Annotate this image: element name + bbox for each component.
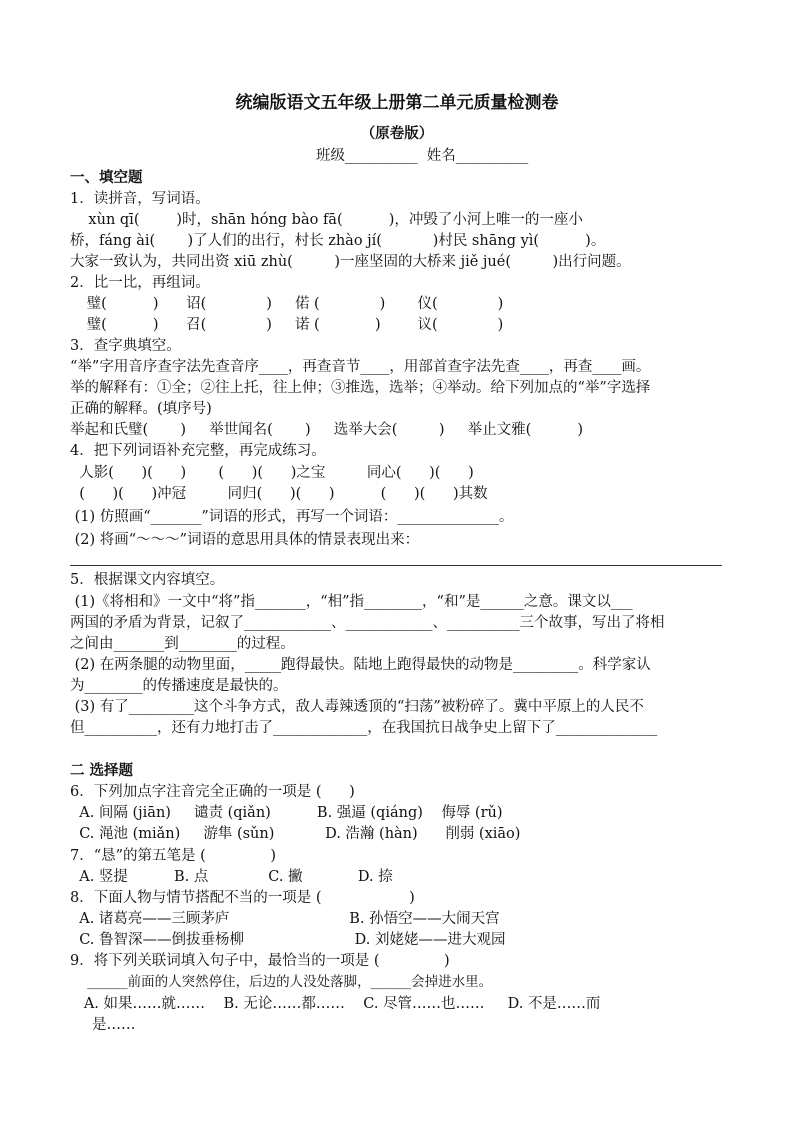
q4-row2: ( )( )冲冠 同归( )( ) ( )( )其数 <box>70 486 488 502</box>
q9-sentence: ______前面的人突然停住，后边的人没处落脚，______会掉进水里。 <box>70 974 493 990</box>
q4-sub1: (1) 仿照画“_______”词语的形式，再写一个词语：______________。 <box>70 509 514 525</box>
q5-line1: (1)《将相和》一文中“将”指_______，“相”指________，“和”是______之意。课文以___ <box>70 594 633 610</box>
q8-stem: 8．下面人物与情节搭配不当的一项是 ( ) <box>70 890 415 906</box>
q2-row1: 璧( ) 诏( ) 偌 ( ) 仪( ) <box>82 296 504 312</box>
q9-options: A. 如果……就…… B. 无论……都…… C. 尽管……也…… D. 不是……而 <box>70 996 601 1012</box>
q8-options-ab: A. 诸葛亮——三顾茅庐 B. 孙悟空——大闹天宫 <box>70 911 500 927</box>
q5-line6: (3) 有了_________这个斗争方式，敌人毒辣透顶的“扫荡”被粉碎了。冀中平原上的人民不 <box>70 699 644 715</box>
q9-options-cont: 是…… <box>92 1017 136 1033</box>
q7-stem: 7．“恳”的第五笔是 ( ) <box>70 848 277 864</box>
q4-sub2: (2) 将画“～～～”词语的意思用具体的情景表现出来： <box>70 532 420 548</box>
q2-stem: 2．比一比，再组词。 <box>70 275 210 291</box>
q5-line2: 两国的矛盾为背景，记叙了____________、____________、__________三个故事，写出了将相 <box>70 615 665 631</box>
q3-line2: 举的解释有：①全；②往上托，往上伸；③推选，选举；④举动。给下列加点的“举”字选择 <box>70 380 651 396</box>
q3-line1: “举”字用音序查字法先查音序____，再查音节____，用部首查字法先查____，再查____画。 <box>70 359 651 375</box>
q9-stem: 9．将下列关联词填入句子中，最恰当的一项是 ( ) <box>70 953 450 969</box>
q3-line4: 举起和氏璧( ) 举世闻名( ) 选举大会( ) 举止文雅( ) <box>70 422 583 438</box>
q1-line3: 大家一致认为，共同出资 xiū zhù( )一座坚固的大桥来 jiě jué( )出行问题。 <box>70 254 631 270</box>
section2-heading: 二 选择题 <box>70 762 134 779</box>
exam-title: 统编版语文五年级上册第二单元质量检测卷 <box>235 93 559 113</box>
q6-options-ab: A. 间隔 (jiān) 谴责 (qiǎn) B. 强逼 (qiáng) 侮辱 (rǔ) <box>70 805 503 821</box>
q3-line3: 正确的解释。(填序号) <box>70 401 212 417</box>
q1-stem: 1．读拼音，写词语。 <box>70 191 210 207</box>
q1-line1: xùn qī( )时，shān hóng bào fā( )，冲毁了小河上唯一的一座小 <box>70 212 583 228</box>
q5-line4: (2) 在两条腿的动物里面，_____跑得最快。陆地上跑得最快的动物是_________。科学家认 <box>70 657 651 673</box>
q4-answer-line <box>70 565 722 566</box>
section1-heading: 一、填空题 <box>70 169 143 186</box>
q6-stem: 6．下列加点字注音完全正确的一项是 ( ) <box>70 784 355 800</box>
q5-stem: 5．根据课文内容填空。 <box>70 572 225 588</box>
q8-options-cd: C. 鲁智深——倒拔垂杨柳 D. 刘姥姥——进大观园 <box>70 932 506 948</box>
q2-row2: 璧( ) 召( ) 诺 ( ) 议( ) <box>82 317 504 333</box>
q3-stem: 3．查字典填空。 <box>70 338 181 354</box>
q7-options: A. 竖提 B. 点 C. 撇 D. 捺 <box>70 869 393 885</box>
q4-row1: 人影( )( ) ( )( )之宝 同心( )( ) <box>70 465 474 481</box>
exam-subtitle: （原卷版） <box>360 125 434 142</box>
q5-line3: 之间由_______到________的过程。 <box>70 636 295 652</box>
q6-options-cd: C. 渑池 (miǎn) 游隼 (sǔn) D. 浩瀚 (hàn) 削弱 (xiāo) <box>70 826 521 842</box>
q5-line7: 但__________，还有力地打击了_____________，在我国抗日战争史上留下了______________ <box>70 720 658 736</box>
q4-stem: 4．把下列词语补充完整，再完成练习。 <box>70 443 326 459</box>
student-info: 班级__________ 姓名__________ <box>316 148 529 164</box>
q1-line2: 桥，fáng ài( )了人们的出行，村长 zhào jí( )村民 shāng yì( )。 <box>70 233 606 249</box>
q5-line5: 为________的传播速度是最快的。 <box>70 678 288 694</box>
